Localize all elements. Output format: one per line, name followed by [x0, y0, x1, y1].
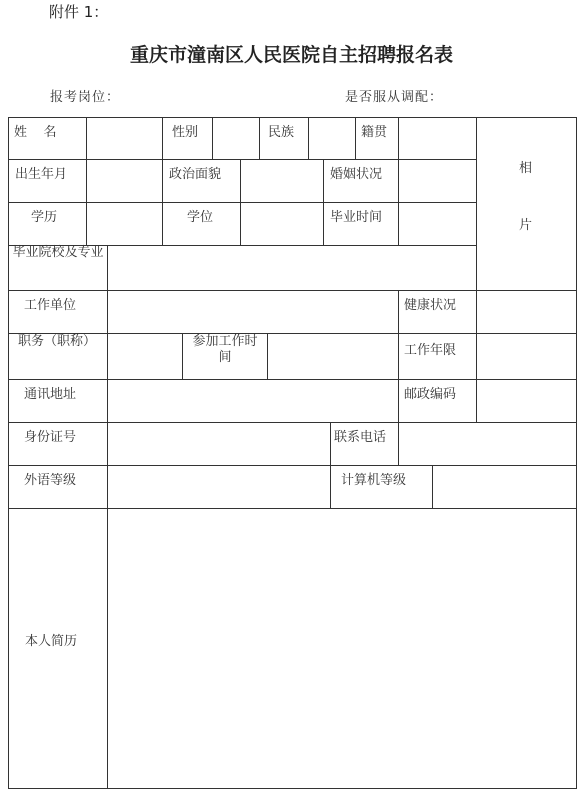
work-years-input-area[interactable]: [477, 334, 576, 379]
id-number-input-area[interactable]: [108, 423, 330, 465]
work-start-time-label: 参加工作时间: [192, 334, 258, 365]
computer-level-label: 计算机等级: [341, 473, 407, 488]
native-place-label: 籍贯: [361, 125, 388, 140]
degree-input-area[interactable]: [241, 203, 323, 245]
address-label: 通讯地址: [24, 387, 77, 402]
post-label: 报考岗位：: [50, 90, 121, 105]
id-number-label: 身份证号: [24, 430, 77, 445]
photo-area[interactable]: [477, 118, 576, 290]
phone-input-area[interactable]: [399, 423, 576, 465]
attachment-label: 附件 1：: [49, 3, 109, 21]
marital-status-label: 婚姻状况: [330, 167, 383, 182]
political-status-input-area[interactable]: [241, 160, 323, 202]
gender-input-area[interactable]: [213, 118, 259, 159]
native-place-input-area[interactable]: [399, 118, 476, 159]
gender-label: 性别: [172, 125, 199, 140]
address-input-area[interactable]: [108, 380, 398, 422]
degree-label: 学位: [187, 210, 214, 225]
birth-label: 出生年月: [15, 167, 68, 182]
name-input-area[interactable]: [87, 118, 162, 159]
language-level-input-area[interactable]: [108, 466, 330, 508]
school-major-label: 毕业院校及专业: [12, 245, 104, 260]
position-title-input-area[interactable]: [108, 334, 182, 379]
resume-label: 本人简历: [25, 634, 78, 649]
work-start-time-input-area[interactable]: [268, 334, 398, 379]
computer-level-input-area[interactable]: [433, 466, 576, 508]
name-label: 姓 名: [14, 125, 57, 140]
ethnicity-input-area[interactable]: [309, 118, 355, 159]
photo-label-bottom: 片: [519, 218, 533, 233]
education-label: 学历: [31, 210, 58, 225]
language-level-label: 外语等级: [24, 473, 77, 488]
work-unit-label: 工作单位: [24, 298, 77, 313]
marital-status-input-area[interactable]: [399, 160, 476, 202]
health-label: 健康状况: [404, 298, 457, 313]
education-input-area[interactable]: [87, 203, 162, 245]
postcode-label: 邮政编码: [404, 387, 457, 402]
political-status-label: 政治面貌: [169, 167, 222, 182]
school-major-input-area[interactable]: [108, 246, 476, 290]
graduation-time-input-area[interactable]: [399, 203, 476, 245]
form-title: 重庆市潼南区人民医院自主招聘报名表: [129, 44, 453, 66]
phone-label: 联系电话: [334, 430, 387, 445]
work-years-label: 工作年限: [404, 343, 457, 358]
birth-input-area[interactable]: [87, 160, 162, 202]
work-unit-input-area[interactable]: [108, 291, 398, 333]
position-title-label: 职务（职称）: [17, 334, 96, 349]
ethnicity-label: 民族: [268, 125, 295, 140]
health-input-area[interactable]: [477, 291, 576, 333]
postcode-input-area[interactable]: [477, 380, 576, 422]
photo-label-top: 相: [519, 161, 533, 176]
resume-input-area[interactable]: [108, 509, 576, 788]
graduation-time-label: 毕业时间: [330, 210, 383, 225]
adjust-label: 是否服从调配：: [345, 90, 444, 105]
